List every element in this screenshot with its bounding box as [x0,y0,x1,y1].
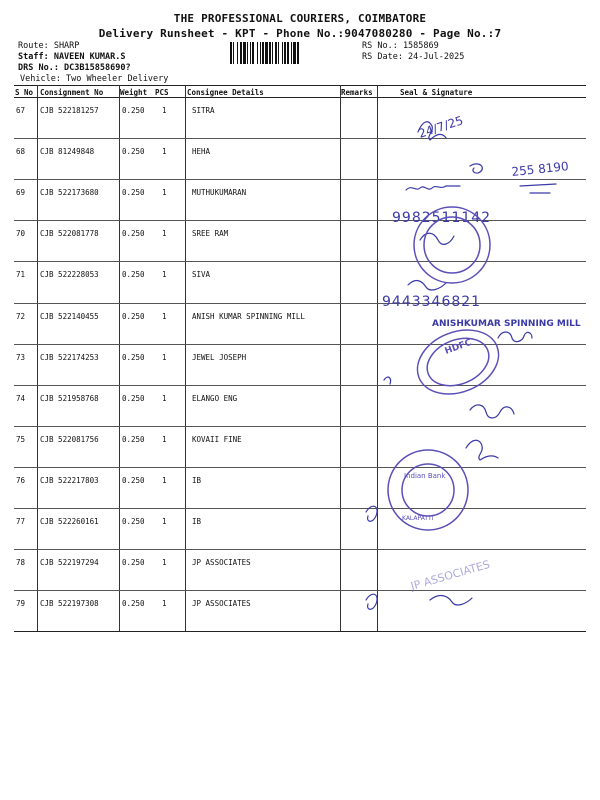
row-separator [14,590,586,591]
row-weight: 0.250 [122,270,145,280]
barcode-bar [287,42,289,64]
col-header-sno: S No [15,88,34,97]
row-pcs: 1 [162,599,167,609]
signature-row79 [366,594,472,609]
seal-circle [424,217,480,273]
signature-row69 [406,186,460,190]
stamp-jp: JP ASSOCIATES [409,557,492,593]
row-consignee: JEWEL JOSEPH [192,352,247,362]
barcode-bar [265,42,268,64]
row-separator [14,549,586,550]
row-consignment-no: CJB 521958768 [40,393,99,403]
row-consignee: IB [192,517,202,526]
indian-bank-seal [388,450,468,530]
row-sno: 79 [16,599,26,609]
row-consignment-no: CJB 522081756 [40,434,99,444]
handwritten-phone: 255 8190 [510,159,570,179]
row-consignment-no: CJB 522181257 [40,106,99,115]
runsheet-subtitle: Delivery Runsheet - KPT - Phone No.:9047080280 - Page No.:7 [98,27,502,40]
barcode-bar [262,42,264,64]
row-pcs: 1 [162,517,167,526]
row-pcs: 1 [162,147,167,157]
row-separator [14,303,586,304]
row-consignee: JP ASSOCIATES [192,599,251,609]
handwritten-date: 24/7/25 [416,113,465,141]
row-pcs: 1 [162,352,167,362]
row-sno: 76 [16,475,26,485]
barcode-bar [291,42,292,64]
row-sno: 69 [16,188,26,198]
row-consignment-no: CJB 522081778 [40,229,99,239]
row-weight: 0.250 [122,517,145,526]
row-consignee: SITRA [192,106,215,115]
signature-row74 [470,405,514,418]
row-consignment-no: CJB 522173680 [40,188,99,198]
col-header-pcs: PCS [155,88,169,97]
row-consignee: ELANGO ENG [192,393,238,403]
route-label: Route: SHARP [18,41,80,51]
signature-row72 [498,332,532,342]
barcode-bar [243,42,246,64]
row-sno: 71 [16,270,26,280]
row-consignee: HEHA [192,147,211,157]
row-separator [14,385,586,386]
signature-row75 [466,440,498,460]
barcode-bar [260,42,261,64]
staff-label: Staff: NAVEEN KUMAR.S [18,52,126,62]
row-pcs: 1 [162,475,167,485]
barcode [230,42,354,64]
signature-row68 [470,164,482,173]
row-weight: 0.250 [122,434,145,444]
handwritten-mobile: 9443346821 [382,294,482,310]
row-separator [14,508,586,509]
stamp-anish: ANISHKUMAR SPINNING MILL [432,319,581,329]
stamp-hdfc: HDFC [443,337,474,357]
row-consignment-no: CJB 522197308 [40,599,99,609]
row-sno: 72 [16,311,26,321]
barcode-bar [250,42,251,64]
barcode-bar [257,42,258,64]
handwritten-mobile: 9982511142 [392,210,492,226]
table-top-border [14,85,586,86]
row-consignee: KOVAII FINE [192,434,242,444]
row-consignment-no: CJB 522228053 [40,270,99,280]
row-weight: 0.250 [122,475,145,485]
row-consignment-no: CJB 522197294 [40,558,99,568]
row-separator [14,467,586,468]
row-separator [14,344,586,345]
barcode-bar [230,42,232,64]
row-consignee: ANISH KUMAR SPINNING MILL [192,311,305,321]
row-weight: 0.250 [122,393,145,403]
rs-number: RS No.: 1585869 [362,41,439,51]
row-consignment-no: CJB 81249848 [40,147,95,157]
row-weight: 0.250 [122,352,145,362]
barcode-bar [284,42,286,64]
seal-circle [414,207,490,283]
col-header-consignment: Consignment No [40,88,104,97]
row-consignee: JP ASSOCIATES [192,558,251,568]
company-title: THE PROFESSIONAL COURIERS, COIMBATORE [173,12,427,25]
row-pcs: 1 [162,558,167,568]
row-pcs: 1 [162,434,167,444]
barcode-bar [252,42,254,64]
strike-mark [520,184,556,193]
row-weight: 0.250 [122,188,145,198]
row-separator [14,261,586,262]
barcode-bar [233,42,234,64]
table-header-border [14,97,586,98]
row-consignment-no: CJB 522217803 [40,475,99,485]
signature-row70 [420,233,454,244]
col-header-signature: Seal & Signature [400,88,473,97]
row-pcs: 1 [162,270,167,280]
row-consignee: SREE RAM [192,229,229,239]
barcode-bar [272,42,273,64]
row-sno: 70 [16,229,26,239]
row-weight: 0.250 [122,147,145,157]
row-sno: 73 [16,352,26,362]
drs-label: DRS No.: DC3B15858690? [18,63,131,73]
vehicle-label: Vehicle: Two Wheeler Delivery [20,74,169,84]
row-separator [14,220,586,221]
barcode-bar [282,42,283,64]
barcode-bar [247,42,248,64]
row-separator [14,179,586,180]
barcode-bar [297,42,299,64]
row-sno: 75 [16,434,26,444]
row-sno: 78 [16,558,26,568]
row-consignee: MUTHUKUMARAN [192,188,247,198]
hdfc-seal [408,318,508,405]
stamp-place: KALAPATTI [402,515,434,522]
barcode-bar [269,42,271,64]
row-pcs: 1 [162,229,167,239]
col-header-consignee: Consignee Details [187,88,264,97]
row-sno: 67 [16,106,26,115]
barcode-bar [275,42,277,64]
row-sno: 77 [16,517,26,526]
row-weight: 0.250 [122,558,145,568]
row-consignee: IB [192,475,202,485]
signature-row73 [384,377,391,384]
signature-row71 [408,281,446,290]
row-sno: 68 [16,147,26,157]
row-pcs: 1 [162,393,167,403]
barcode-bar [278,42,279,64]
row-consignment-no: CJB 522174253 [40,352,99,362]
row-separator [14,426,586,427]
row-pcs: 1 [162,311,167,321]
row-consignment-no: CJB 522260161 [40,517,99,526]
row-pcs: 1 [162,106,167,115]
row-sno: 74 [16,393,26,403]
barcode-bar [240,42,242,64]
col-header-weight: Weight [120,88,148,97]
stamp-indian-bank: Indian Bank [404,472,446,480]
table-bottom-border [14,631,586,632]
row-consignee: SIVA [192,270,211,280]
row-weight: 0.250 [122,311,145,321]
rs-date: RS Date: 24-Jul-2025 [362,52,465,62]
row-weight: 0.250 [122,106,145,115]
barcode-bar [293,42,296,64]
col-header-remarks: Remarks [341,88,373,97]
row-pcs: 1 [162,188,167,198]
barcode-bar [237,42,238,64]
row-weight: 0.250 [122,229,145,239]
row-separator [14,138,586,139]
row-weight: 0.250 [122,599,145,609]
row-consignment-no: CJB 522140455 [40,311,99,321]
